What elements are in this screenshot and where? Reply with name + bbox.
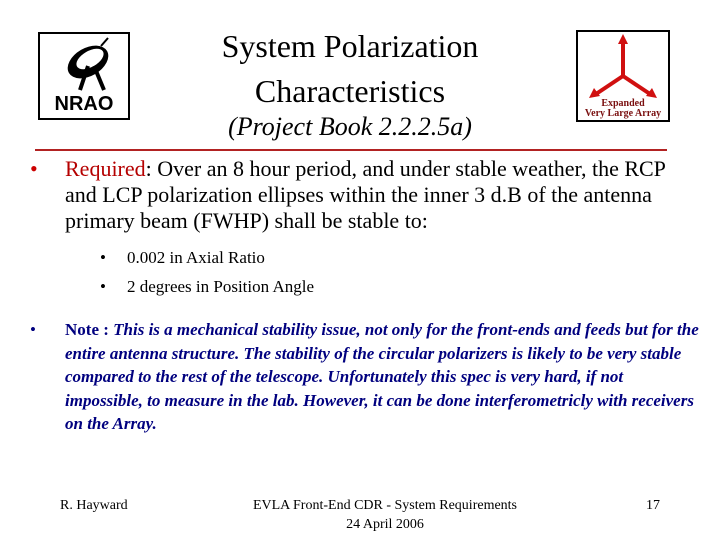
- note-text: [65, 318, 705, 436]
- page-subtitle: (Project Book 2.2.2.5a): [228, 112, 472, 141]
- title-line-1: System Polarization: [221, 28, 479, 64]
- bullet-dot: •: [30, 156, 38, 181]
- evla-logo: [576, 30, 670, 122]
- title-line-2: Characteristics: [254, 73, 446, 109]
- note-label: Note :: [65, 320, 114, 339]
- page-title: [150, 24, 550, 114]
- footer-author: R. Hayward: [60, 498, 128, 513]
- evla-logo-line-1: Expanded: [601, 98, 645, 109]
- footer-center: [200, 496, 570, 534]
- nrao-logo: [38, 32, 130, 120]
- required-label: Required: [65, 156, 146, 181]
- sub-bullet-text: 0.002 in Axial Ratio: [127, 248, 265, 267]
- required-body: : Over an 8 hour period, and under stable weather, the RCP and LCP polarization ellipses within the inner 3 d.B of the antenna primary beam (FWHP) shall be stable to:: [65, 156, 666, 233]
- title-divider: [35, 149, 667, 151]
- footer-date: 24 April 2006: [346, 517, 424, 532]
- page-number: 17: [646, 498, 660, 513]
- nrao-logo-text: NRAO: [54, 93, 114, 115]
- bullet-required-text: [65, 156, 695, 234]
- footer-title: EVLA Front-End CDR - System Requirements: [252, 498, 518, 513]
- evla-logo-line-2: Very Large Array: [584, 108, 662, 119]
- bullet-dot: •: [30, 320, 36, 339]
- note-body: This is a mechanical stability issue, not only for the front-ends and feeds but for the entire antenna structure. The stability of the circular polarizers is likely to be very stable compared to the rest of the telescope. Unfortunately this spec is very hard, if not impossible, to measure in the lab. However, it can be done interferometricly with receivers on the Array.: [65, 320, 699, 433]
- sub-bullet-text: 2 degrees in Position Angle: [127, 277, 314, 296]
